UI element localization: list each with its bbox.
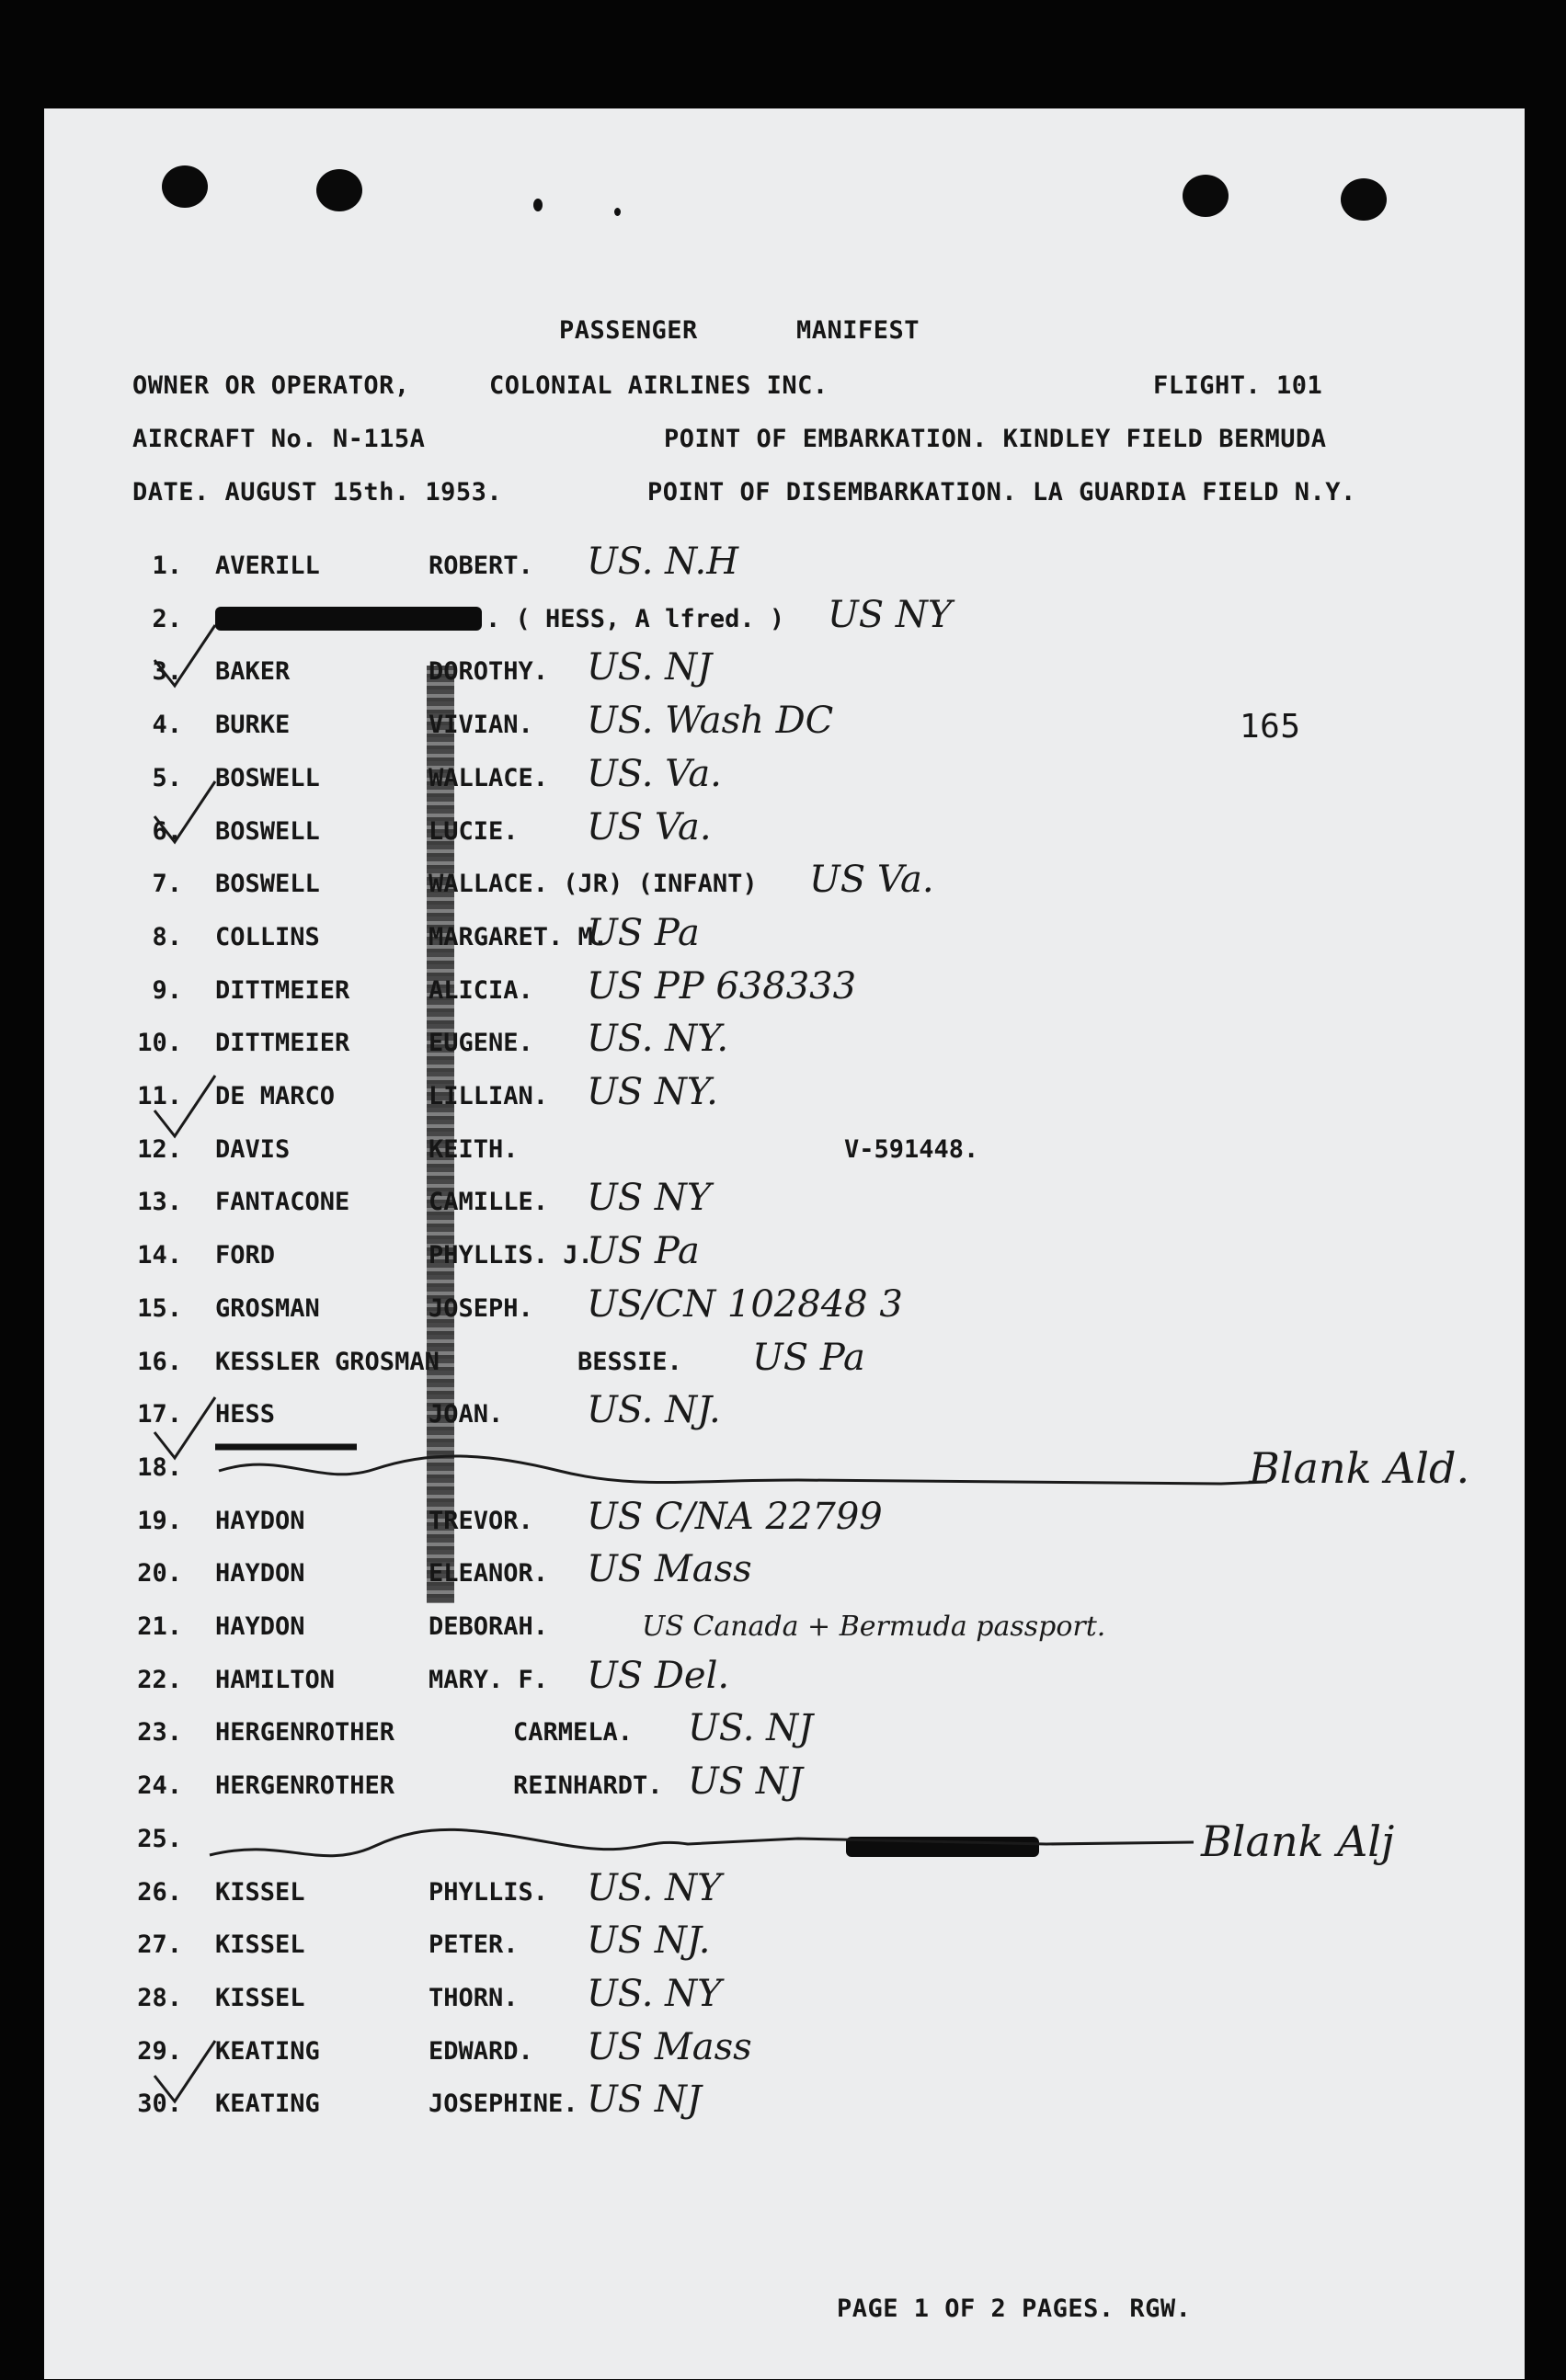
passenger-number: 28. — [137, 1984, 182, 2012]
passenger-given-name: DOROTHY. — [429, 657, 549, 686]
passenger-number: 30. — [137, 2090, 182, 2118]
passenger-surname: HAYDON — [215, 1507, 305, 1535]
passenger-surname: BAKER — [215, 657, 291, 686]
passenger-number: 23. — [137, 1718, 182, 1747]
passenger-given-name: DEBORAH. — [429, 1612, 549, 1641]
passenger-number: 7. — [152, 870, 182, 898]
passenger-given-name: . ( HESS, A lfred. ) — [486, 605, 785, 633]
passenger-number: 26. — [137, 1878, 182, 1907]
passenger-number: 16. — [137, 1348, 182, 1376]
aircraft-number: AIRCRAFT No. N-115A — [132, 425, 426, 453]
passenger-number: 25. — [137, 1825, 182, 1853]
check-mark — [154, 625, 215, 686]
flight-number: FLIGHT. 101 — [1153, 371, 1323, 400]
passenger-number: 18. — [137, 1453, 182, 1482]
passenger-given-name: ROBERT. — [429, 552, 533, 580]
owner-label: OWNER OR OPERATOR, — [132, 371, 410, 400]
passenger-given-name: MARY. F. — [429, 1666, 549, 1694]
handwritten-note: US NY — [587, 1177, 712, 1219]
passenger-given-name: MARGARET. M. — [429, 923, 609, 951]
passenger-surname: HERGENROTHER — [215, 1718, 395, 1747]
passenger-given-name: PHYLLIS. J. — [429, 1241, 593, 1270]
passenger-number: 4. — [152, 711, 182, 739]
passenger-given-name: ELEANOR. — [429, 1559, 549, 1588]
title-passenger: PASSENGER — [559, 316, 698, 345]
check-mark — [154, 2041, 215, 2101]
passenger-number: 8. — [152, 923, 182, 951]
handwritten-note: US. NY. — [587, 1018, 729, 1060]
passenger-surname: BOSWELL — [215, 817, 320, 846]
passenger-given-name: TREVOR. — [429, 1507, 533, 1535]
handwritten-note: US NJ — [587, 2078, 702, 2121]
passenger-number: 6. — [152, 817, 182, 846]
passenger-number: 2. — [152, 605, 182, 633]
blank-note-25: Blank Alj — [1201, 1816, 1395, 1866]
passenger-number: 13. — [137, 1188, 182, 1216]
point-of-embarkation: POINT OF EMBARKATION. KINDLEY FIELD BERMUDA — [664, 425, 1327, 453]
passenger-given-name: WALLACE. — [429, 764, 549, 792]
passenger-surname: HAYDON — [215, 1559, 305, 1588]
passenger-surname: KEATING — [215, 2037, 320, 2066]
passenger-given-name: ALICIA. — [429, 976, 533, 1005]
passenger-number: 22. — [137, 1666, 182, 1694]
handwritten-note: US Mass — [587, 1548, 752, 1590]
passenger-number: 21. — [137, 1612, 182, 1641]
passenger-surname: COLLINS — [215, 923, 320, 951]
handwritten-note: US. NJ. — [587, 1389, 721, 1431]
passenger-given-name: PETER. — [429, 1930, 519, 1959]
check-mark — [154, 1076, 215, 1136]
passenger-document-number: V-591448. — [844, 1135, 979, 1164]
passenger-surname: AVERILL — [215, 552, 320, 580]
passenger-number: 10. — [137, 1029, 182, 1057]
page-footer: PAGE 1 OF 2 PAGES. RGW. — [837, 2295, 1192, 2323]
handwritten-note: US. Wash DC — [587, 700, 834, 742]
handwritten-note: US Del. — [587, 1655, 730, 1697]
blank-line-18 — [219, 1456, 1267, 1484]
handwritten-note: US NJ. — [587, 1919, 711, 1962]
passenger-given-name: LILLIAN. — [429, 1082, 549, 1110]
passenger-surname: HERGENROTHER — [215, 1771, 395, 1800]
blank-note-18: Blank Ald. — [1249, 1443, 1470, 1493]
passenger-given-name: EUGENE. — [429, 1029, 533, 1057]
handwritten-note: US NY. — [587, 1071, 718, 1113]
handwritten-note: US. NJ — [587, 646, 713, 689]
passenger-given-name: REINHARDT. — [513, 1771, 663, 1800]
passenger-surname: HAMILTON — [215, 1666, 336, 1694]
passenger-given-name: EDWARD. — [429, 2037, 533, 2066]
passenger-surname: BURKE — [215, 711, 291, 739]
passenger-given-name: CARMELA. — [513, 1718, 634, 1747]
passenger-number: 15. — [137, 1294, 182, 1323]
passenger-given-name: JOSEPH. — [429, 1294, 533, 1323]
passenger-given-name: WALLACE. (JR) (INFANT) — [429, 870, 758, 898]
passenger-given-name: PHYLLIS. — [429, 1878, 549, 1907]
passenger-number: 17. — [137, 1400, 182, 1429]
manifest-page — [44, 108, 1525, 2379]
passenger-given-name: KEITH. — [429, 1135, 519, 1164]
handwritten-note: US. NJ — [688, 1707, 814, 1749]
passenger-given-name: BESSIE. — [577, 1348, 682, 1376]
passenger-given-name: LUCIE. — [429, 817, 519, 846]
handwritten-note: US Pa — [587, 1230, 700, 1272]
passenger-number: 12. — [137, 1135, 182, 1164]
passenger-given-name: VIVIAN. — [429, 711, 533, 739]
passenger-number: 27. — [137, 1930, 182, 1959]
passenger-number: 24. — [137, 1771, 182, 1800]
passenger-number: 29. — [137, 2037, 182, 2066]
passenger-number: 3. — [152, 657, 182, 686]
passenger-surname: KISSEL — [215, 1878, 305, 1907]
passenger-surname: KISSEL — [215, 1930, 305, 1959]
handwritten-note: US C/NA 22799 — [587, 1496, 883, 1538]
passenger-surname: KESSLER GROSMAN — [215, 1348, 440, 1376]
passenger-given-name: CAMILLE. — [429, 1188, 549, 1216]
owner-value: COLONIAL AIRLINES INC. — [489, 371, 829, 400]
passenger-number: 1. — [152, 552, 182, 580]
handwritten-note: US Mass — [587, 2026, 752, 2068]
passenger-surname: HAYDON — [215, 1612, 305, 1641]
check-mark — [154, 781, 215, 842]
passenger-number: 11. — [137, 1082, 182, 1110]
passenger-given-name: JOAN. — [429, 1400, 504, 1429]
passenger-surname: DE MARCO — [215, 1082, 336, 1110]
passenger-given-name: JOSEPHINE. — [429, 2090, 578, 2118]
strike-lines — [44, 108, 1525, 2379]
blank-line-25 — [210, 1829, 1194, 1855]
passenger-number: 19. — [137, 1507, 182, 1535]
handwritten-note: US NJ — [688, 1760, 803, 1803]
handwritten-note: US Pa — [752, 1337, 865, 1379]
handwritten-note: US. Va. — [587, 753, 722, 795]
title-manifest: MANIFEST — [796, 316, 920, 345]
handwritten-note: US Canada + Bermuda passport. — [642, 1611, 1106, 1643]
passenger-surname: BOSWELL — [215, 870, 320, 898]
handwritten-note: US Pa — [587, 912, 700, 954]
handwritten-note: US. N.H — [587, 541, 739, 583]
page-stamp-number: 165 — [1240, 708, 1301, 746]
check-mark — [154, 1397, 215, 1458]
handwritten-note: US. NY — [587, 1973, 722, 2015]
passenger-number: 20. — [137, 1559, 182, 1588]
passenger-surname: FANTACONE — [215, 1188, 350, 1216]
handwritten-note: US/CN 102848 3 — [587, 1283, 903, 1326]
handwritten-note: US. NY — [587, 1867, 722, 1909]
passenger-surname: DITTMEIER — [215, 1029, 350, 1057]
handwritten-note: US PP 638333 — [587, 965, 857, 1008]
passenger-number: 5. — [152, 764, 182, 792]
passenger-surname: DAVIS — [215, 1135, 291, 1164]
passenger-surname: HESS — [215, 1400, 276, 1429]
passenger-given-name: THORN. — [429, 1984, 519, 2012]
passenger-surname: DITTMEIER — [215, 976, 350, 1005]
point-of-disembarkation: POINT OF DISEMBARKATION. LA GUARDIA FIELD N.Y. — [647, 478, 1356, 507]
handwritten-note: US NY — [828, 594, 953, 636]
handwritten-note: US Va. — [587, 806, 712, 848]
passenger-surname: BOSWELL — [215, 764, 320, 792]
passenger-surname: GROSMAN — [215, 1294, 320, 1323]
passenger-number: 14. — [137, 1241, 182, 1270]
passenger-surname: KEATING — [215, 2090, 320, 2118]
flight-date: DATE. AUGUST 15th. 1953. — [132, 478, 503, 507]
passenger-surname: KISSEL — [215, 1984, 305, 2012]
handwritten-note: US Va. — [809, 859, 934, 901]
passenger-surname: FORD — [215, 1241, 276, 1270]
passenger-number: 9. — [152, 976, 182, 1005]
